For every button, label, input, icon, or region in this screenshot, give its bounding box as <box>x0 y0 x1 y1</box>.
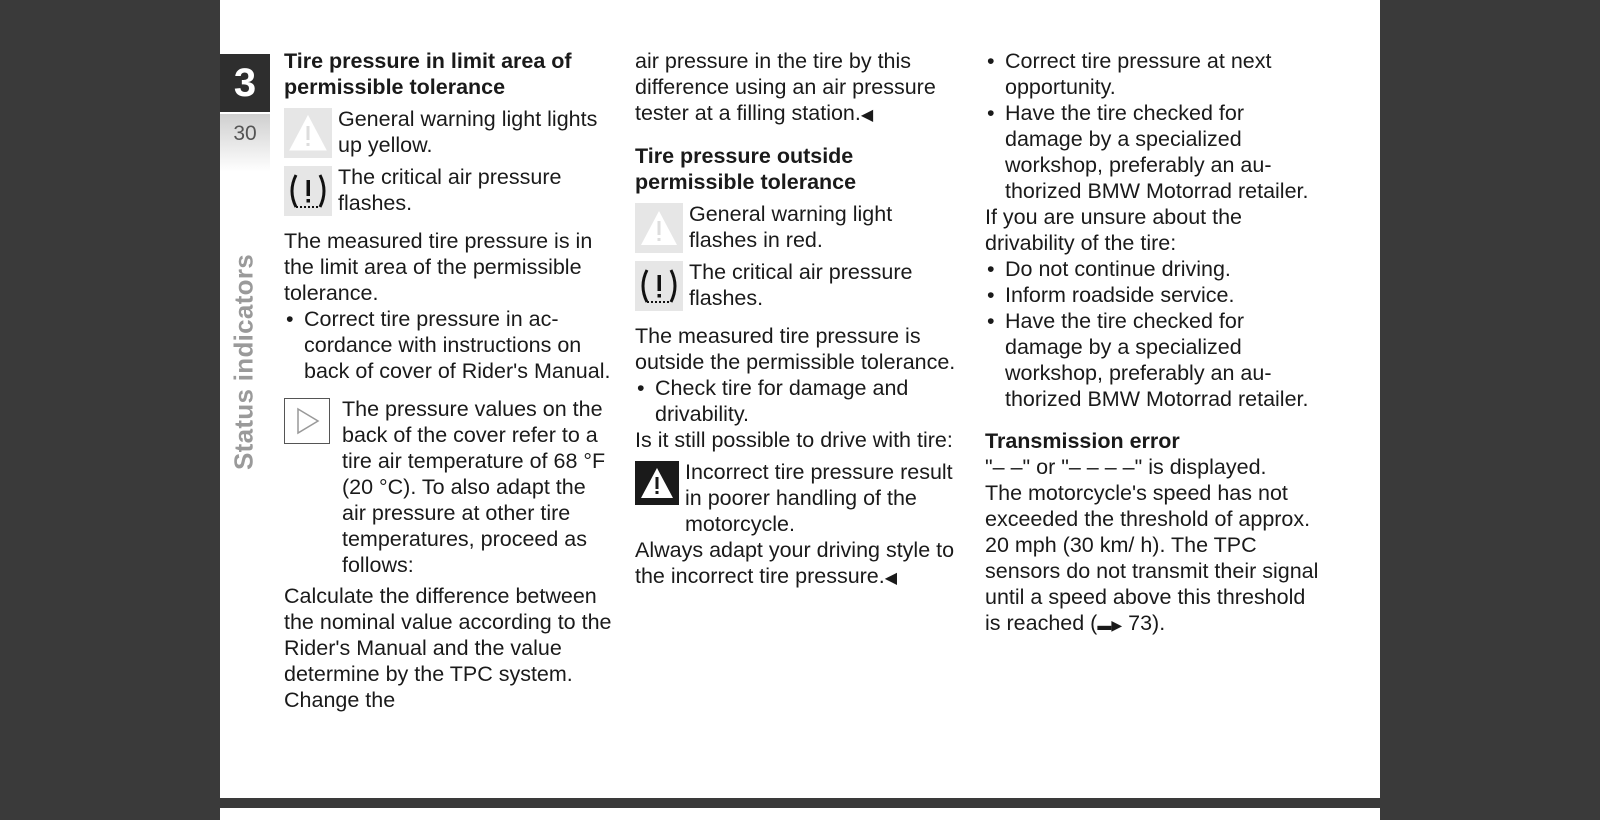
warning-triangle-icon <box>284 108 332 158</box>
section-side-title-text: Status indicators <box>228 253 259 471</box>
next-page-edge <box>220 808 1380 820</box>
bullet-correct-next: • Correct tire pressure at next opportunity. <box>985 48 1320 100</box>
paragraph-threshold: The motorcycle's speed has not exceeded the threshold of approx. 20 mph (30 km/ h). The TPC sensors do not transmit their signal until a speed above this threshold is reached (▬▶ 73). <box>985 481 1319 635</box>
page-number: 30 <box>220 114 270 172</box>
manual-page <box>220 0 1380 798</box>
bullet-correct-pressure: • Correct tire pressure in accordance with instructions on back of cover of Rider's Manual. <box>284 306 614 384</box>
end-marker: ◀ <box>860 107 874 124</box>
bullet-roadside: • Inform roadside service. <box>985 282 1320 308</box>
bullet-have-checked: • Have the tire checked for damage by a specialized workshop, preferably an authorized BMW Motorrad retailer. <box>985 100 1320 204</box>
caution-text: Incorrect tire pressure result in poorer handling of the motorcycle. <box>685 460 953 536</box>
paragraph-calculate: Calculate the difference between the nominal value according to the Rider's Manual and the value determine by the TPC system. Change the <box>284 584 612 712</box>
note-block <box>284 396 614 578</box>
note-text: The pressure values on the back of the cover refer to a tire air temperature of 68 °F (20 °C). To also adapt the air pressure at other tire temperatures, proceed as follows: <box>342 397 606 577</box>
paragraph-unsure: If you are unsure about the drivability of the tire: <box>985 205 1242 255</box>
tire-pressure-icon <box>284 166 332 216</box>
column-1 <box>284 48 614 713</box>
warning-row-pressure <box>284 164 614 216</box>
bullet-check-damage: • Check tire for damage and drivability. <box>635 375 965 427</box>
paragraph-continued <box>635 48 965 129</box>
page-reference[interactable]: 73 <box>1128 611 1153 635</box>
paragraph-displayed: "– –" or "– – – –" is displayed. <box>985 455 1267 479</box>
note-play-icon <box>284 398 330 444</box>
paragraph-limit-measured: The measured tire pressure is in the limit area of the permissible tolerance. <box>284 229 593 305</box>
caution-block <box>635 459 965 537</box>
warning-row-yellow <box>284 106 614 158</box>
warning-red-text: General warning light flashes in red. <box>689 202 893 252</box>
pressure-flash-text-2: The critical air pressure flashes. <box>689 260 913 310</box>
bullet-have-checked-2: • Have the tire checked for damage by a specialized workshop, preferably an authorized BMW Motorrad retailer. <box>985 308 1320 412</box>
chapter-number: 3 <box>220 54 270 112</box>
paragraph-possible-drive: Is it still possible to drive with tire: <box>635 428 953 452</box>
end-marker: ◀ <box>884 570 898 587</box>
paragraph-outside-measured: The measured tire pressure is outside the permissible tolerance. <box>635 324 956 374</box>
heading-transmission-error: Transmission error <box>985 429 1180 453</box>
caution-triangle-icon <box>635 461 679 505</box>
warning-row-pressure-2 <box>635 259 965 311</box>
column-2 <box>635 48 965 592</box>
threshold-text: The motorcycle's speed has not exceeded the threshold of approx. 20 mph (30 km/ h). The TPC sensors do not transmit their signal until a speed above this threshold is reached <box>985 481 1319 635</box>
bullet-do-not-drive: • Do not continue driving. <box>985 256 1320 282</box>
paragraph-adapt-style <box>635 537 965 592</box>
heading-outside-tolerance: Tire pressure outside permissible tolerance <box>635 144 857 194</box>
tire-pressure-icon <box>635 261 683 311</box>
column-3 <box>985 48 1320 638</box>
warning-row-red <box>635 201 965 253</box>
warning-yellow-text: General warning light lights up yellow. <box>338 107 598 157</box>
pressure-flash-text: The critical air pressure flashes. <box>338 165 562 215</box>
warning-triangle-icon <box>635 203 683 253</box>
page-ref-arrow-icon: ▬▶ <box>1097 617 1123 633</box>
adapt-style-text: Always adapt your driving style to the incorrect tire pressure. <box>635 538 955 588</box>
heading-limit-area: Tire pressure in limit area of permissible tolerance <box>284 49 572 99</box>
continued-text: air pressure in the tire by this difference using an air pressure tester at a filling station. <box>635 49 936 125</box>
